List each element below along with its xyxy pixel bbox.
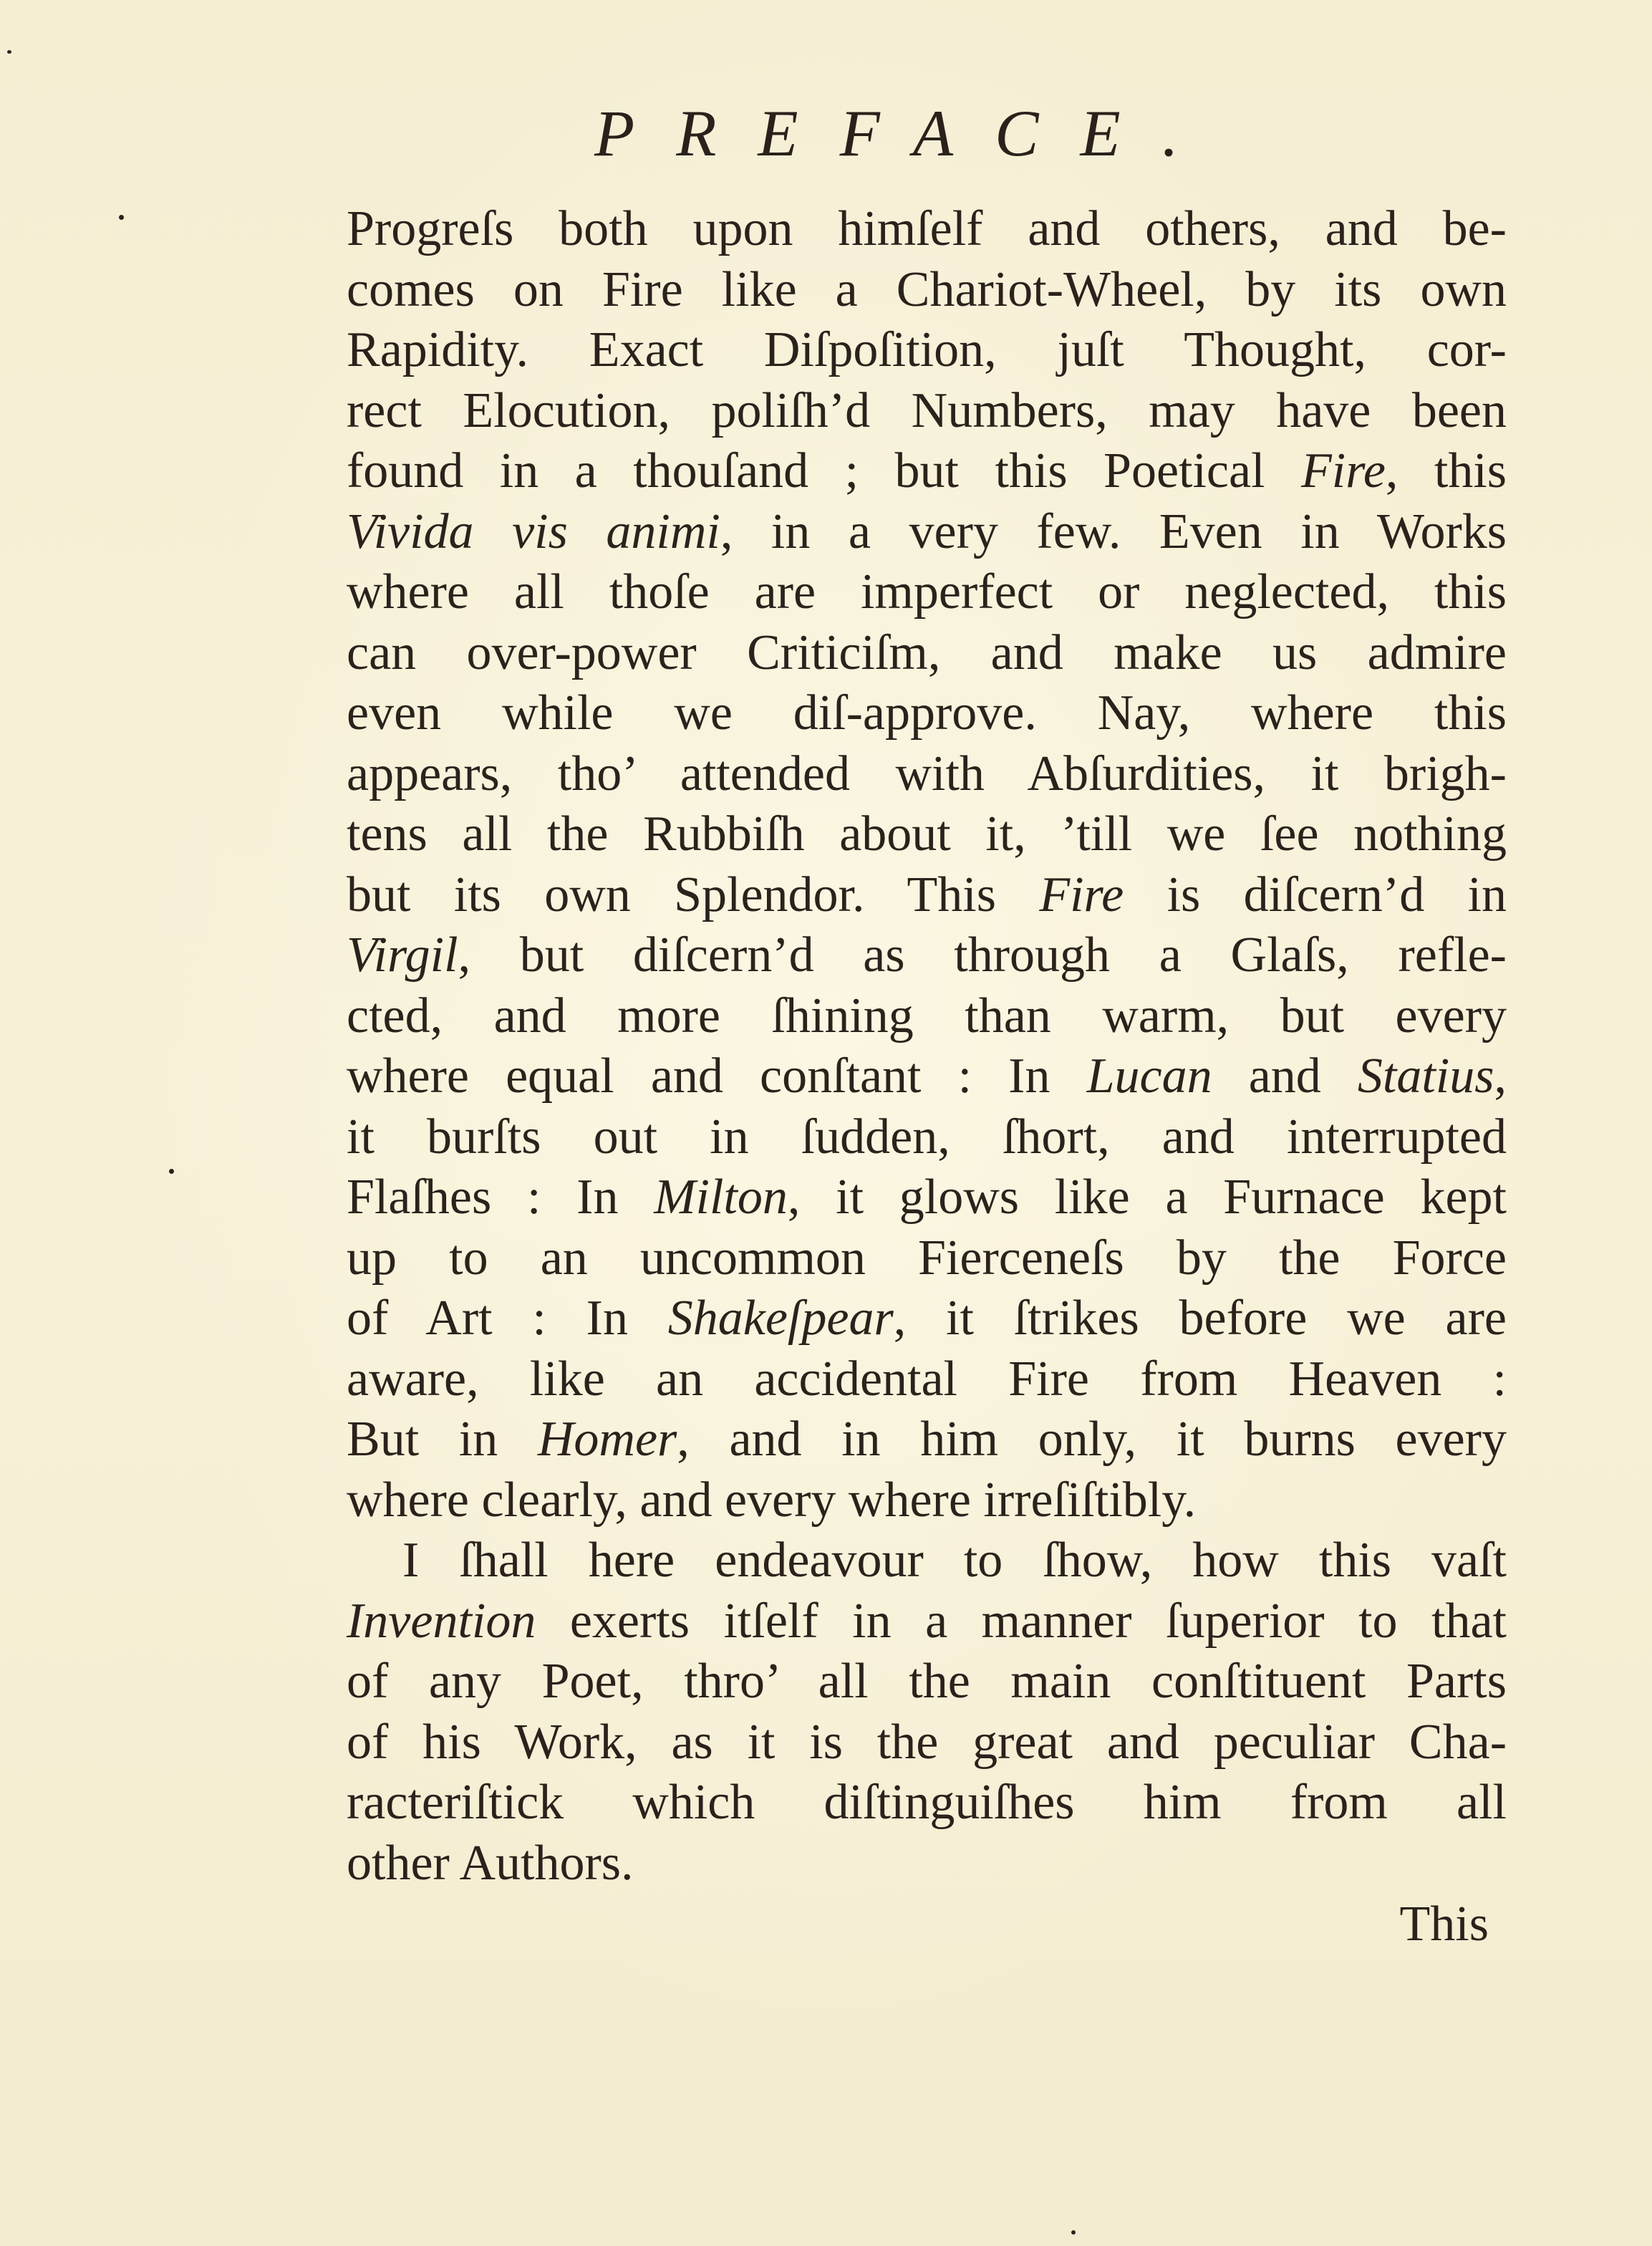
text-run: found in a thouſand ; but this Poetical (347, 443, 1301, 498)
text-line (347, 441, 1507, 502)
text-line (347, 865, 1507, 926)
text-run: even while we diſ-approve. Nay, where this (347, 685, 1507, 741)
italic-phrase: Invention (347, 1593, 536, 1649)
text-run: racteriſtick which diſtinguiſhes him from all (347, 1775, 1507, 1830)
text-line (347, 1288, 1507, 1349)
text-run: , it glows like a Furnace kept (787, 1170, 1507, 1225)
text-line (347, 1167, 1507, 1228)
text-run: where all thoſe are imperfect or neglected, this (347, 564, 1507, 620)
text-run: Flaſhes : In (347, 1170, 654, 1225)
text-line (347, 744, 1507, 805)
text-run: appears, tho’ attended with Abſurdities, it brigh- (347, 746, 1507, 801)
text-run: But in (347, 1412, 538, 1467)
text-line (347, 1531, 1507, 1591)
text-run: , this (1385, 443, 1507, 498)
catchword: This (1399, 1896, 1489, 1952)
ink-speck (169, 1169, 174, 1174)
text-line (347, 1470, 1507, 1531)
text-run: exerts itſelf in a manner ſuperior to that (536, 1593, 1507, 1649)
text-line (347, 1712, 1507, 1773)
text-line (347, 1228, 1507, 1289)
ink-speck (1071, 2230, 1076, 2235)
ink-speck (7, 50, 11, 54)
italic-phrase: Homer (537, 1412, 677, 1467)
text-line (347, 1591, 1507, 1652)
italic-phrase: Vivida vis animi (347, 503, 720, 559)
text-run: but its own Splendor. This (347, 867, 1040, 922)
text-line (347, 1833, 1507, 1894)
text-run: , (1494, 1049, 1507, 1104)
text-run: can over-power Criticiſm, and make us admire (347, 625, 1507, 680)
ink-speck (119, 215, 124, 220)
text-run: other Authors. (347, 1835, 634, 1891)
text-line (347, 260, 1507, 321)
text-line (347, 804, 1507, 865)
text-run: , it ſtrikes before we are (893, 1291, 1507, 1346)
text-run: of his Work, as it is the great and peculiar Cha- (347, 1714, 1507, 1770)
text-run: , and in him only, it burns every (677, 1412, 1507, 1467)
text-line (347, 1349, 1507, 1410)
italic-phrase: Fire (1039, 867, 1124, 922)
text-run: it burſts out in ſudden, ſhort, and interrupted (347, 1109, 1507, 1165)
text-line (347, 1773, 1507, 1833)
text-run: of Art : In (347, 1291, 668, 1346)
text-run: where equal and conſtant : In (347, 1049, 1087, 1104)
text-run: cted, and more ſhining than warm, but every (347, 988, 1507, 1044)
text-run: is diſcern’d in (1124, 867, 1507, 922)
text-line (347, 986, 1507, 1047)
text-run: tens all the Rubbiſh about it, ’till we ſee nothing (347, 806, 1507, 862)
text-run: Rapidity. Exact Diſpoſition, juſt Thought, cor- (347, 322, 1507, 377)
text-run: and (1212, 1049, 1358, 1104)
text-line (347, 199, 1507, 260)
italic-phrase: Virgil (347, 927, 458, 983)
text-line (347, 623, 1507, 684)
preface-body-text (347, 199, 1507, 1894)
text-line (347, 925, 1507, 986)
text-run: Progreſs both upon himſelf and others, and be- (347, 201, 1507, 256)
text-run: , in a very few. Even in Works (720, 503, 1507, 559)
text-run: where clearly, and every where irreſiſtibly. (347, 1472, 1197, 1528)
italic-phrase: Lucan (1086, 1049, 1212, 1104)
text-run: comes on Fire like a Chariot-Wheel, by its own (347, 261, 1507, 317)
paragraph-2 (347, 1531, 1507, 1894)
text-line (347, 683, 1507, 744)
text-run: , but diſcern’d as through a Glaſs, refle- (458, 927, 1507, 983)
text-run: rect Elocution, poliſh’d Numbers, may have been (347, 382, 1507, 438)
text-run: I ſhall here endeavour to ſhow, how this vaſt (402, 1533, 1507, 1588)
text-line (347, 1107, 1507, 1168)
running-header: PREFACE. (594, 97, 1220, 170)
text-line (347, 502, 1507, 563)
text-line (347, 1652, 1507, 1712)
text-line (347, 320, 1507, 381)
text-run: aware, like an accidental Fire from Heaven : (347, 1351, 1507, 1407)
italic-phrase: Milton (654, 1170, 788, 1225)
text-line (347, 562, 1507, 623)
italic-phrase: Shakeſpear (667, 1291, 894, 1346)
italic-phrase: Statius (1357, 1049, 1494, 1104)
italic-phrase: Fire (1300, 443, 1386, 498)
text-run: of any Poet, thro’ all the main conſtituent Parts (347, 1654, 1507, 1709)
text-line (347, 1409, 1507, 1470)
text-line (347, 381, 1507, 442)
text-line (347, 1046, 1507, 1107)
text-run: up to an uncommon Fierceneſs by the Force (347, 1230, 1507, 1286)
paragraph-1 (347, 199, 1507, 1531)
